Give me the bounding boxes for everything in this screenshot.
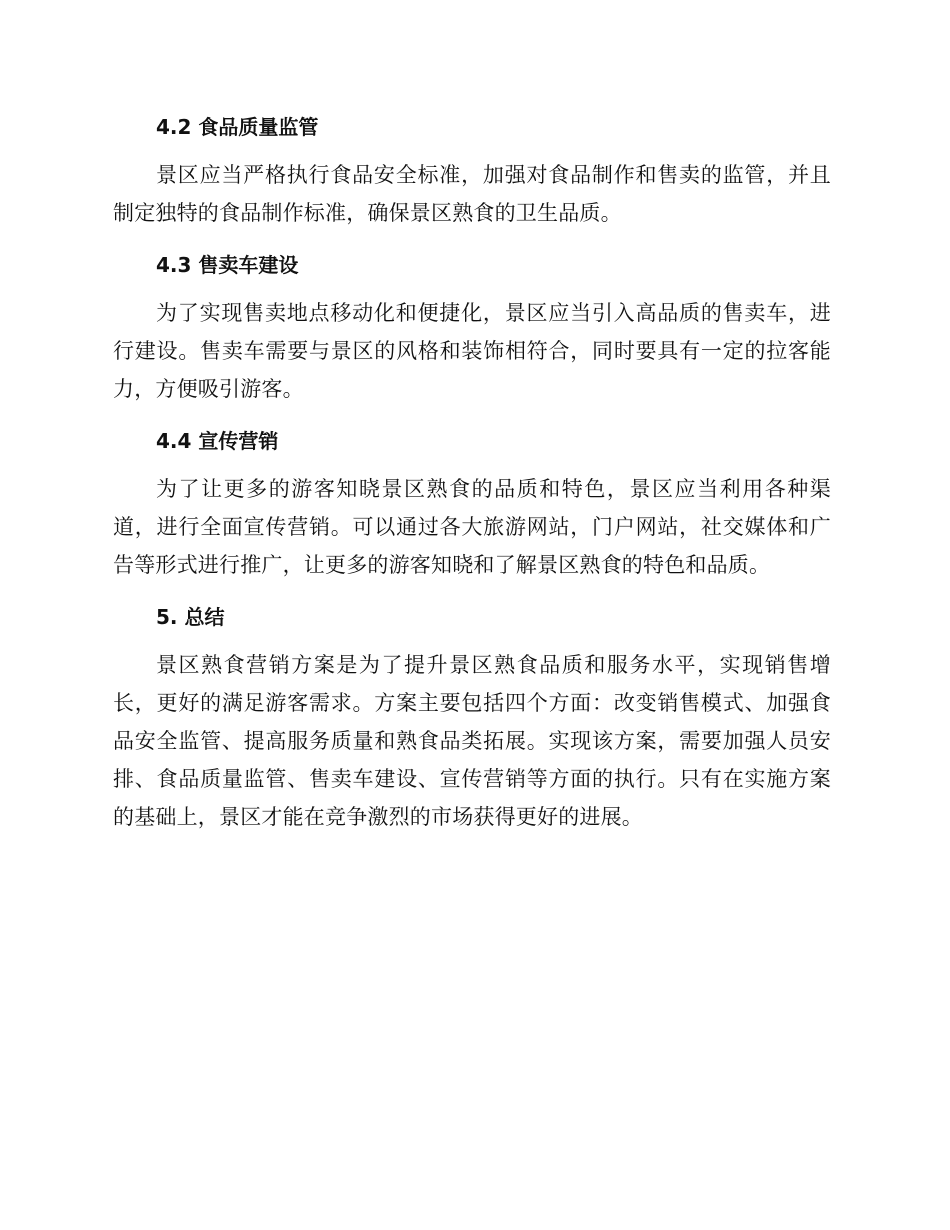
document-body	[113, 108, 831, 850]
section-heading-4-2: 4.2 食品质量监管	[156, 115, 319, 139]
section-paragraph-4-3: 为了实现售卖地点移动化和便捷化，景区应当引入高品质的售卖车，进行建设。售卖车需要与景区的风格和装饰相符合，同时要具有一定的拉客能力，方便吸引游客。	[113, 301, 831, 401]
section-heading-4-3: 4.3 售卖车建设	[156, 253, 299, 277]
section-heading-5: 5. 总结	[156, 605, 225, 629]
section-paragraph-4-2: 景区应当严格执行食品安全标准，加强对食品制作和售卖的监管，并且制定独特的食品制作标准，确保景区熟食的卫生品质。	[113, 163, 831, 225]
section-paragraph-4-4: 为了让更多的游客知晓景区熟食的品质和特色，景区应当利用各种渠道，进行全面宣传营销。可以通过各大旅游网站，门户网站，社交媒体和广告等形式进行推广，让更多的游客知晓和了解景区熟食的特色和品质。	[113, 477, 831, 577]
section-paragraph-5: 景区熟食营销方案是为了提升景区熟食品质和服务水平，实现销售增长，更好的满足游客需求。方案主要包括四个方面：改变销售模式、加强食品安全监管、提高服务质量和熟食品类拓展。实现该方案，需要加强人员安排、食品质量监管、售卖车建设、宣传营销等方面的执行。只有在实施方案的基础上，景区才能在竞争激烈的市场获得更好的进展。	[113, 653, 831, 829]
section-heading-4-4: 4.4 宣传营销	[156, 429, 279, 453]
